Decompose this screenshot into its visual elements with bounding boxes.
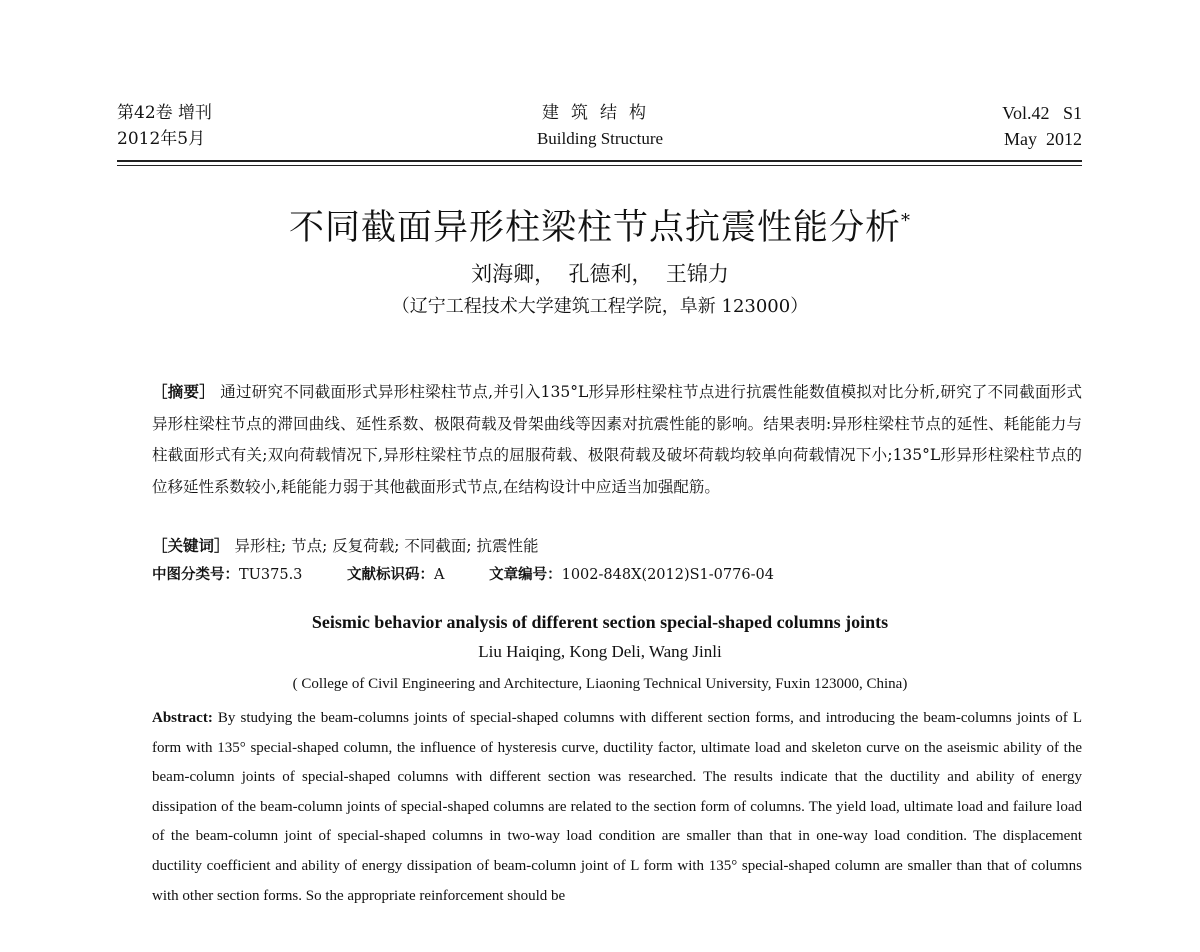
title-footnote-mark: *: [901, 210, 911, 232]
volume-cn: 第42卷 增刊: [117, 103, 213, 123]
abstract-cn-label: ［摘要］: [152, 382, 216, 401]
article-no-value: 1002-848X(2012)S1-0776-04: [561, 567, 774, 583]
abstract-cn: [152, 376, 1082, 503]
authors: 刘海卿， 孔德利， 王锦力: [471, 262, 729, 286]
article-no-label: 文章编号：: [489, 566, 562, 583]
doc-code-value: A: [434, 567, 445, 583]
date-en: May 2012: [1004, 129, 1082, 149]
english-title: Seismic behavior analysis of different section special-shaped columns joints: [311, 612, 889, 632]
english-abstract-label: Abstract:: [152, 710, 213, 726]
paper-title: [0, 200, 1200, 250]
keywords-label: ［关键词］: [152, 536, 230, 555]
abstract-cn-text: 通过研究不同截面形式异形柱梁柱节点,并引入135°L形异形柱梁柱节点进行抗震性能数值模拟对比分析,研究了不同截面形式异形柱梁柱节点的滞回曲线、延性系数、极限荷载及骨架曲线等因素对抗震性能的影响。结果表明:异形柱梁柱节点的延性、耗能能力与柱截面形式有关;双向荷载情况下,异形柱梁柱节点的屈服荷载、极限荷载及破坏荷载均较单向荷载情况下小;135°L形异形柱梁柱节点的位移延性系数较小,耗能能力弱于其他截面形式节点,在结构设计中应适当加强配筋。: [152, 383, 1082, 496]
title-text: 不同截面异形柱梁柱节点抗震性能分析: [288, 208, 901, 248]
english-abstract: [152, 704, 1082, 911]
affiliation: （辽宁工程技术大学建筑工程学院，阜新 123000）: [391, 296, 809, 317]
journal-volume: [1002, 100, 1082, 152]
doc-code-label: 文献标识码：: [347, 566, 435, 583]
english-authors: Liu Haiqing, Kong Deli, Wang Jinli: [478, 642, 722, 661]
journal-name-en: Building Structure: [536, 129, 664, 148]
english-abstract-text: By studying the beam-columns joints of special-shaped columns with different section forms, and introducing the beam-columns joints of L form with 135° special-shaped column, the influence of hysteresis curve, ductility factor, ultimate load and skeleton curve on the aseismic ability of the beam-column joints of special-shaped columns with different section was researched. The results indicate that the ductility and ability of energy dissipation of the beam-column joints of special-shaped columns are related to the section form of columns. The yield load, ultimate load and failure load of the beam-column joint of special-shaped columns in two-way load condition are smaller than that in one-way load condition. The displacement ductility coefficient and ability of energy dissipation of beam-column joint of L form with 135° special-shaped column are smaller than that of columns with other section forms. So the appropriate reinforcement should be: [152, 710, 1082, 904]
header-rule-thin: [117, 165, 1082, 166]
header-rule: [117, 160, 1082, 162]
keywords-text: 异形柱; 节点; 反复荷载; 不同截面; 抗震性能: [234, 537, 539, 555]
journal-name-cn: 建筑结构: [542, 103, 658, 123]
classification: [152, 563, 774, 584]
clc-value: TU375.3: [239, 567, 303, 583]
date-cn: 2012年5月: [117, 129, 206, 149]
clc-label: 中图分类号：: [152, 566, 239, 583]
english-affiliation: ( College of Civil Engineering and Architecture, Liaoning Technical University, Fuxin 123000, China): [292, 676, 908, 692]
volume-en: Vol.42 S1: [1002, 103, 1082, 123]
keywords: [152, 534, 539, 556]
